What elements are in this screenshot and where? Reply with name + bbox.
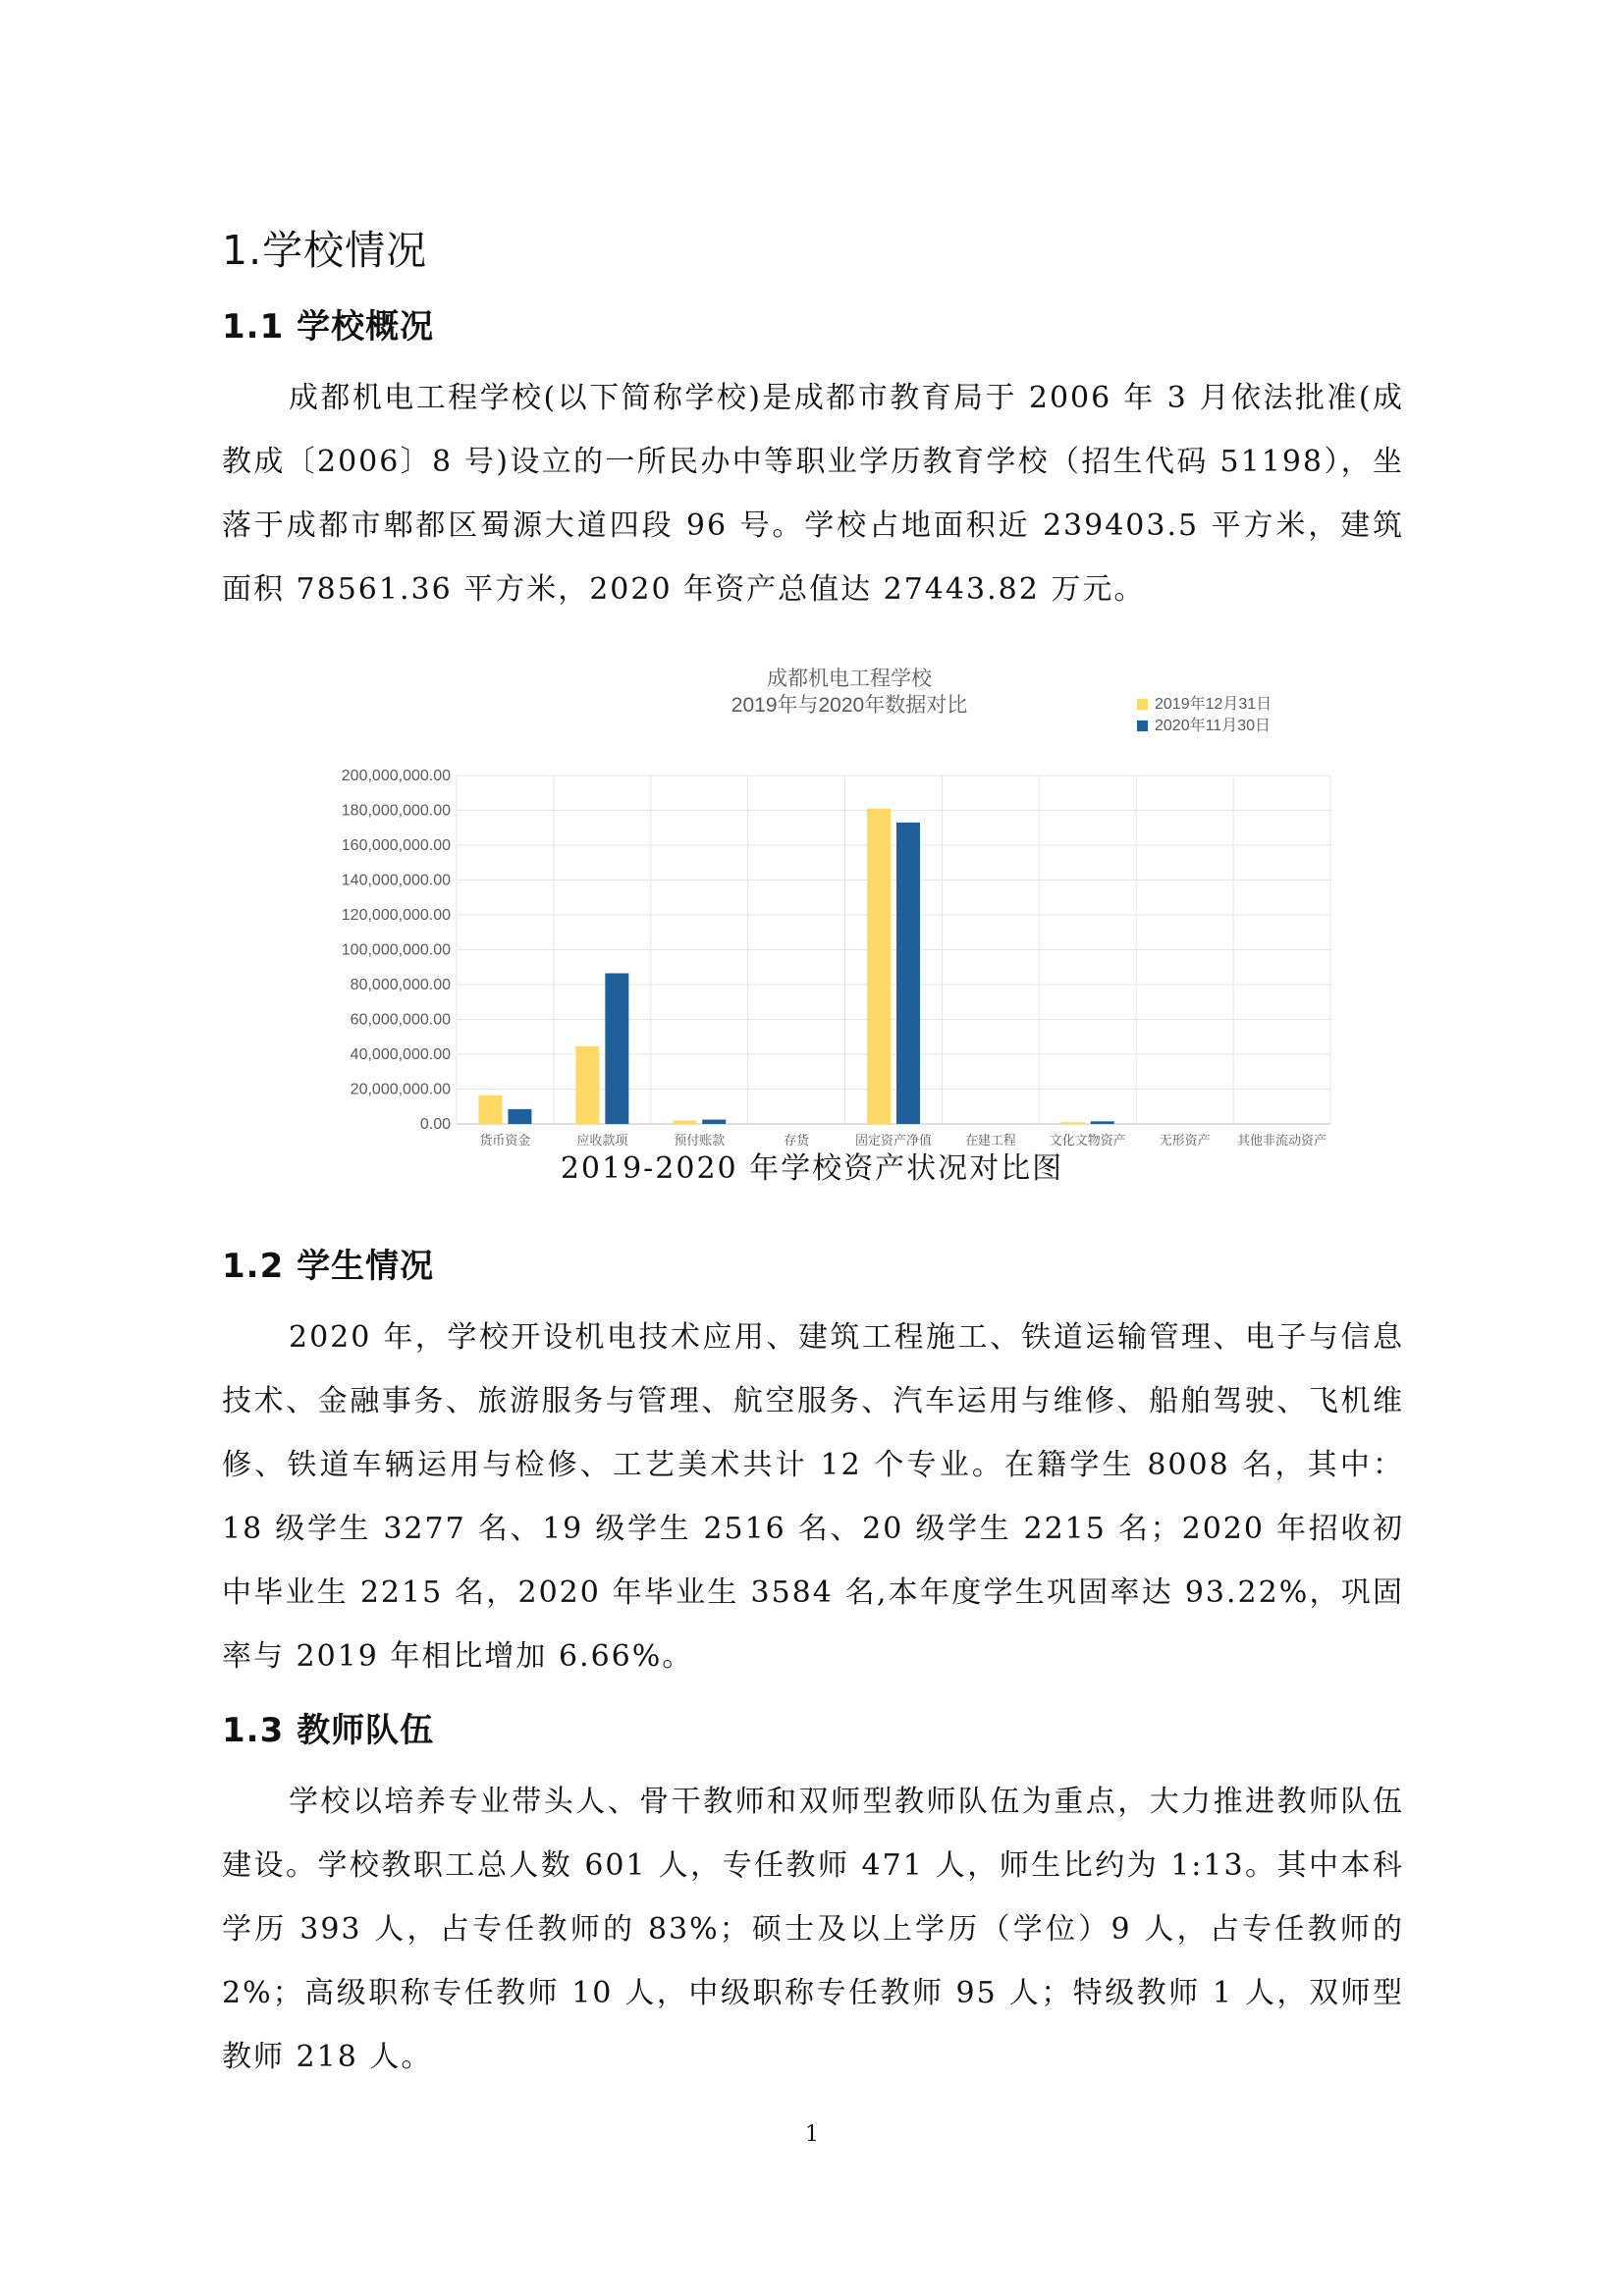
paragraph-student-situation <box>222 1306 1404 1688</box>
y-tick-label: 0.00 <box>419 1116 451 1133</box>
bar <box>1061 1122 1085 1124</box>
legend-label: 2020年11月30日 <box>1155 718 1272 734</box>
bar <box>508 1109 531 1124</box>
bar <box>896 823 920 1124</box>
bar <box>673 1120 696 1124</box>
bar <box>575 1046 599 1124</box>
legend-swatch <box>1137 721 1148 731</box>
bar <box>702 1120 726 1124</box>
asset-comparison-chart <box>304 648 1335 1148</box>
heading-student-situation: 1.2 学生情况 <box>222 1247 435 1286</box>
section-title: 1.学校情况 <box>222 227 428 274</box>
y-tick-label: 160,000,000.00 <box>341 837 451 854</box>
chart-title: 成都机电工程学校 <box>767 667 932 690</box>
y-tick-label: 120,000,000.00 <box>341 907 451 924</box>
page-number: 1 <box>805 2122 819 2147</box>
chart-subtitle: 2019年与2020年数据对比 <box>731 694 968 717</box>
y-tick-label: 140,000,000.00 <box>341 872 451 889</box>
x-tick-label: 在建工程 <box>964 1133 1016 1148</box>
paragraph-school-overview <box>222 366 1404 621</box>
x-tick-label: 预付账款 <box>674 1133 726 1148</box>
y-tick-label: 40,000,000.00 <box>350 1046 451 1063</box>
y-tick-label: 100,000,000.00 <box>341 941 451 959</box>
paragraph-text: 成都机电工程学校(以下简称学校)是成都市教育局于 2006 年 3 月依法批准(成教成〔2006〕8 号)设立的一所民办中等职业学历教育学校（招生代码 51198），坐落于成都市郫都区蜀源大道四段 96 号。学校占地面积近 239403.5 平方米，建筑面积 78561.36 平方米，2020 年资产总值达 27443.82 万元。 <box>222 381 1404 607</box>
x-tick-label: 文化文物资产 <box>1049 1133 1126 1148</box>
bar <box>605 973 628 1124</box>
y-tick-label: 20,000,000.00 <box>350 1081 451 1098</box>
legend-swatch <box>1137 699 1148 710</box>
paragraph-teacher-team <box>222 1770 1404 2089</box>
x-tick-label: 存货 <box>784 1133 810 1148</box>
bar <box>478 1095 502 1124</box>
x-tick-label: 其他非流动资产 <box>1237 1133 1327 1148</box>
heading-school-overview: 1.1 学校概况 <box>222 307 435 347</box>
y-tick-label: 180,000,000.00 <box>341 802 451 820</box>
x-tick-label: 固定资产净值 <box>854 1133 933 1148</box>
legend-label: 2019年12月31日 <box>1155 696 1272 713</box>
figure-caption: 2019-2020 年学校资产状况对比图 <box>560 1151 1064 1186</box>
paragraph-text: 2020 年，学校开设机电技术应用、建筑工程施工、铁道运输管理、电子与信息技术、金融事务、旅游服务与管理、航空服务、汽车运用与维修、船舶驾驶、飞机维修、铁道车辆运用与检修、工艺美术共计 12 个专业。在籍学生 8008 名，其中：18 级学生 3277 名、19 级学生 2516 名、20 级学生 2215 名；2020 年招收初中毕业生 2215 名，2020 年毕业生 3584 名,本年度学生巩固率达 93.22%，巩固率与 2019 年相比增加 6.66%。 <box>222 1320 1404 1674</box>
paragraph-text: 学校以培养专业带头人、骨干教师和双师型教师队伍为重点，大力推进教师队伍建设。学校教职工总人数 601 人，专任教师 471 人，师生比约为 1:13。其中本科学历 393 人，占专任教师的 83%；硕士及以上学历（学位）9 人，占专任教师的 2%；高级职称专任教师 10 人，中级职称专任教师 95 人；特级教师 1 人，双师型教师 218 人。 <box>222 1785 1404 2074</box>
bar <box>867 809 891 1124</box>
x-tick-label: 应收款项 <box>576 1133 628 1148</box>
bar <box>1091 1121 1114 1124</box>
y-tick-label: 60,000,000.00 <box>350 1011 451 1029</box>
x-tick-label: 无形资产 <box>1159 1133 1211 1148</box>
y-tick-label: 80,000,000.00 <box>350 977 451 993</box>
heading-teacher-team: 1.3 教师队伍 <box>222 1711 435 1750</box>
x-tick-label: 货币资金 <box>479 1133 531 1148</box>
y-tick-label: 200,000,000.00 <box>341 768 451 784</box>
